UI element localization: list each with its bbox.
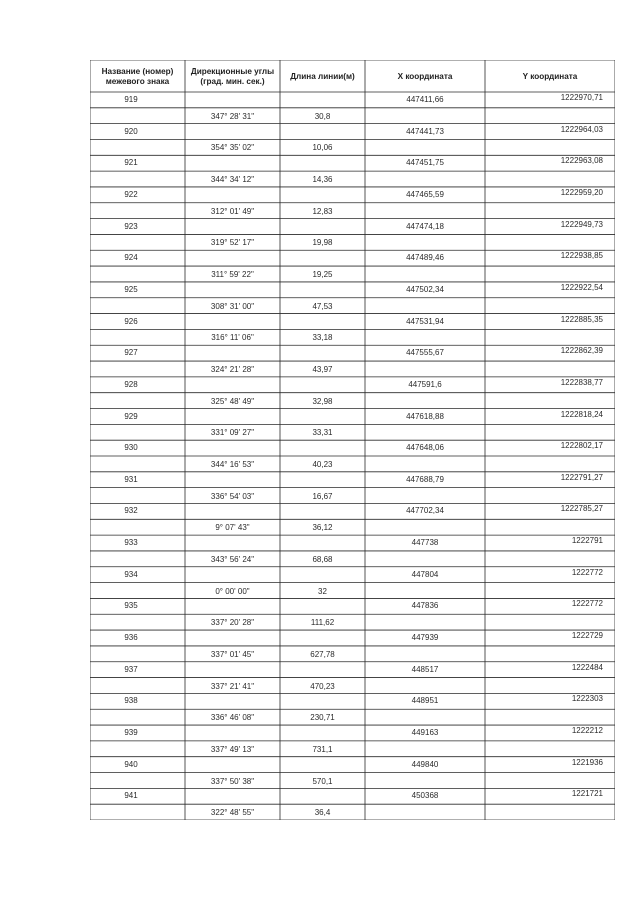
x-coordinate: 448951 — [411, 696, 439, 706]
y-coordinate: 1222785,27 — [560, 504, 603, 514]
coordinate-table — [90, 60, 615, 820]
point-name: 934 — [124, 569, 138, 579]
point-name: 935 — [124, 601, 138, 611]
y-coordinate: 1222484 — [571, 662, 603, 672]
point-name: 941 — [124, 791, 138, 801]
line-length: 627,78 — [310, 649, 335, 659]
x-coordinate: 447688,79 — [406, 474, 444, 484]
y-coordinate: 1222963,08 — [560, 156, 603, 166]
x-coordinate: 447531,94 — [406, 316, 444, 326]
direction-angle: 337° 21' 41" — [210, 681, 255, 691]
header-length: Длина линии(м) — [290, 72, 355, 81]
line-length: 731,1 — [312, 744, 333, 754]
direction-angle: 308° 31' 00" — [210, 301, 255, 311]
x-coordinate: 447939 — [411, 633, 439, 643]
point-name: 923 — [124, 221, 138, 231]
x-coordinate: 447489,46 — [406, 253, 444, 263]
x-coordinate: 448517 — [411, 664, 439, 674]
y-coordinate: 1222885,35 — [560, 314, 603, 324]
line-length: 36,12 — [312, 523, 333, 533]
line-length: 10,06 — [312, 143, 333, 153]
x-coordinate: 447702,34 — [406, 506, 444, 516]
y-coordinate: 1222862,39 — [560, 346, 603, 356]
point-name: 936 — [124, 633, 138, 643]
direction-angle: 337° 20' 28" — [210, 618, 255, 628]
direction-angle: 337° 49' 13" — [210, 744, 255, 754]
y-coordinate: 1222938,85 — [560, 251, 603, 261]
y-coordinate: 1221936 — [571, 757, 603, 767]
direction-angle: 325° 48' 49" — [210, 396, 255, 406]
y-coordinate: 1222802,17 — [560, 441, 603, 451]
point-name: 938 — [124, 696, 138, 706]
line-length: 33,31 — [312, 428, 333, 438]
x-coordinate: 450368 — [411, 791, 439, 801]
point-name: 921 — [124, 158, 138, 168]
y-coordinate: 1222791 — [571, 536, 603, 546]
line-length: 12,83 — [312, 206, 333, 216]
y-coordinate: 1222838,77 — [560, 377, 603, 387]
y-coordinate: 1222729 — [571, 631, 603, 641]
line-length: 570,1 — [312, 776, 333, 786]
line-length: 32,98 — [312, 396, 333, 406]
line-length: 36,4 — [314, 808, 331, 818]
direction-angle: 322° 48' 55" — [210, 808, 255, 818]
point-name: 933 — [124, 538, 138, 548]
x-coordinate: 447555,67 — [406, 348, 444, 358]
direction-angle: 331° 09' 27" — [210, 428, 255, 438]
direction-angle: 337° 50' 38" — [210, 776, 255, 786]
x-coordinate: 449163 — [411, 728, 439, 738]
x-coordinate: 449840 — [411, 759, 439, 769]
direction-angle: 347° 28' 31" — [210, 111, 255, 121]
y-coordinate: 1222970,71 — [560, 93, 603, 102]
y-coordinate: 1222964,03 — [560, 124, 603, 134]
point-name: 939 — [124, 728, 138, 738]
direction-angle: 316° 11' 06" — [211, 333, 254, 343]
x-coordinate: 447451,75 — [406, 158, 444, 168]
point-name: 937 — [124, 664, 138, 674]
y-coordinate: 1222949,73 — [560, 219, 603, 229]
direction-angle: 319° 52' 17" — [210, 238, 255, 248]
point-name: 926 — [124, 316, 138, 326]
point-name: 930 — [124, 443, 138, 453]
point-name: 919 — [124, 95, 138, 104]
y-coordinate: 1222922,54 — [560, 282, 603, 292]
point-name: 925 — [124, 284, 138, 294]
point-name: 920 — [124, 126, 138, 136]
direction-angle: 343° 56' 24" — [210, 554, 255, 564]
direction-angle: 336° 54' 03" — [210, 491, 255, 501]
line-length: 30,8 — [314, 111, 331, 121]
header-y: Y координата — [522, 72, 578, 81]
direction-angle: 337° 01' 45" — [210, 649, 255, 659]
x-coordinate: 447836 — [411, 601, 439, 611]
line-length: 470,23 — [310, 681, 335, 691]
y-coordinate: 1222772 — [571, 599, 603, 609]
y-coordinate: 1222212 — [571, 726, 603, 736]
line-length: 32 — [318, 586, 327, 596]
line-length: 68,68 — [312, 554, 333, 564]
y-coordinate: 1222959,20 — [560, 187, 603, 197]
header-name: Название (номер) межевого знака — [101, 67, 174, 86]
x-coordinate: 447465,59 — [406, 189, 444, 199]
line-length: 19,25 — [312, 270, 333, 280]
direction-angle: 344° 16' 53" — [210, 460, 255, 469]
x-coordinate: 447738 — [411, 538, 439, 548]
line-length: 230,71 — [310, 713, 335, 723]
line-length: 43,97 — [312, 365, 333, 375]
x-coordinate: 447591,6 — [408, 379, 442, 389]
point-name: 924 — [124, 253, 138, 263]
line-length: 19,98 — [312, 238, 333, 248]
direction-angle: 312° 01' 49" — [210, 206, 255, 216]
point-name: 932 — [124, 506, 138, 516]
direction-angle: 9° 07' 43" — [215, 523, 250, 533]
point-name: 928 — [124, 379, 138, 389]
line-length: 16,67 — [312, 491, 333, 501]
point-name: 922 — [124, 189, 138, 199]
line-length: 111,62 — [310, 618, 335, 628]
header-angle: Дирекционные углы (град. мин. сек.) — [190, 67, 275, 86]
y-coordinate: 1221721 — [571, 789, 603, 799]
point-name: 940 — [124, 759, 138, 769]
x-coordinate: 447474,18 — [406, 221, 444, 231]
direction-angle: 344° 34' 12" — [210, 175, 255, 185]
direction-angle: 311° 59' 22" — [211, 270, 254, 280]
x-coordinate: 447648,06 — [406, 443, 444, 453]
x-coordinate: 447804 — [411, 569, 439, 579]
header-x: X координата — [397, 72, 453, 81]
point-name: 929 — [124, 411, 138, 421]
x-coordinate: 447411,66 — [406, 95, 444, 104]
y-coordinate: 1222818,24 — [560, 409, 603, 419]
direction-angle: 0° 00' 00" — [215, 586, 250, 596]
point-name: 927 — [124, 348, 138, 358]
point-name: 931 — [124, 474, 138, 484]
x-coordinate: 447441,73 — [406, 126, 444, 136]
y-coordinate: 1222791,27 — [560, 472, 603, 482]
line-length: 40,23 — [312, 460, 333, 469]
x-coordinate: 447618,88 — [406, 411, 444, 421]
direction-angle: 324° 21' 28" — [210, 365, 255, 375]
direction-angle: 336° 46' 08" — [210, 713, 255, 723]
x-coordinate: 447502,34 — [406, 284, 444, 294]
y-coordinate: 1222303 — [571, 694, 603, 704]
line-length: 33,18 — [312, 333, 333, 343]
y-coordinate: 1222772 — [571, 567, 603, 577]
line-length: 47,53 — [312, 301, 333, 311]
line-length: 14,36 — [312, 175, 333, 185]
direction-angle: 354° 35' 02" — [210, 143, 255, 153]
